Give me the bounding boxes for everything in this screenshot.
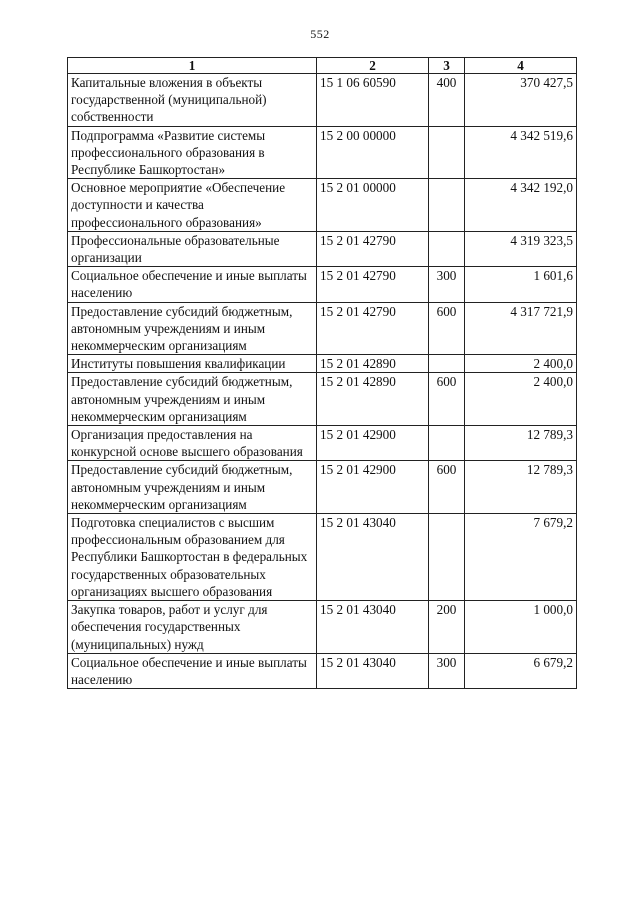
table-row [68, 74, 577, 127]
header-cell-4: 4 [465, 58, 577, 74]
row-code-cell: 15 2 01 42890 [317, 373, 429, 426]
row-amount-cell: 2 400,0 [465, 355, 577, 373]
row-name-cell: Социальное обеспечение и иные выплаты населению [68, 267, 317, 302]
table-body [68, 74, 577, 689]
row-amount-cell: 12 789,3 [465, 461, 577, 514]
row-code-cell: 15 2 01 42790 [317, 231, 429, 266]
table-row [68, 514, 577, 601]
table-row [68, 302, 577, 355]
row-name-cell: Подготовка специалистов с высшим профессиональным образованием для Республики Башкортостан в федеральных государственных образовательных организациях высшего образования [68, 514, 317, 601]
page-number: 552 [310, 27, 330, 41]
row-amount-cell: 12 789,3 [465, 426, 577, 461]
row-expense-type-cell [429, 179, 465, 232]
row-name-cell: Организация предоставления на конкурсной основе высшего образования [68, 426, 317, 461]
row-amount-cell: 4 342 192,0 [465, 179, 577, 232]
row-code-cell: 15 2 01 00000 [317, 179, 429, 232]
header-cell-1: 1 [68, 58, 317, 74]
row-expense-type-cell: 200 [429, 601, 465, 654]
row-code-cell: 15 2 01 42900 [317, 426, 429, 461]
row-code-cell: 15 2 01 43040 [317, 601, 429, 654]
row-expense-type-cell [429, 355, 465, 373]
row-amount-cell: 1 601,6 [465, 267, 577, 302]
row-amount-cell: 6 679,2 [465, 653, 577, 688]
row-amount-cell: 4 342 519,6 [465, 126, 577, 179]
row-amount-cell: 4 317 721,9 [465, 302, 577, 355]
row-name-cell: Предоставление субсидий бюджетным, автономным учреждениям и иным некоммерческим организациям [68, 302, 317, 355]
row-expense-type-cell [429, 426, 465, 461]
table-row [68, 601, 577, 654]
row-name-cell: Предоставление субсидий бюджетным, автономным учреждениям и иным некоммерческим организациям [68, 461, 317, 514]
row-code-cell: 15 2 01 42890 [317, 355, 429, 373]
row-name-cell: Основное мероприятие «Обеспечение доступности и качества профессионального образования» [68, 179, 317, 232]
row-code-cell: 15 2 01 42790 [317, 267, 429, 302]
row-code-cell: 15 1 06 60590 [317, 74, 429, 127]
row-expense-type-cell [429, 231, 465, 266]
row-expense-type-cell [429, 126, 465, 179]
row-code-cell: 15 2 01 42900 [317, 461, 429, 514]
budget-table [67, 57, 577, 689]
row-code-cell: 15 2 01 43040 [317, 653, 429, 688]
row-code-cell: 15 2 00 00000 [317, 126, 429, 179]
row-name-cell: Институты повышения квалификации [68, 355, 317, 373]
row-amount-cell: 370 427,5 [465, 74, 577, 127]
row-code-cell: 15 2 01 42790 [317, 302, 429, 355]
row-name-cell: Профессиональные образовательные организации [68, 231, 317, 266]
table-row [68, 231, 577, 266]
row-expense-type-cell: 600 [429, 461, 465, 514]
table-row [68, 426, 577, 461]
row-name-cell: Подпрограмма «Развитие системы профессионального образования в Республике Башкортостан» [68, 126, 317, 179]
row-name-cell: Капитальные вложения в объекты государственной (муниципальной) собственности [68, 74, 317, 127]
row-expense-type-cell: 400 [429, 74, 465, 127]
row-amount-cell: 4 319 323,5 [465, 231, 577, 266]
row-expense-type-cell: 600 [429, 373, 465, 426]
table-row [68, 653, 577, 688]
row-amount-cell: 2 400,0 [465, 373, 577, 426]
table-row [68, 355, 577, 373]
row-name-cell: Закупка товаров, работ и услуг для обеспечения государственных (муниципальных) нужд [68, 601, 317, 654]
row-expense-type-cell: 600 [429, 302, 465, 355]
row-expense-type-cell: 300 [429, 653, 465, 688]
table-row [68, 179, 577, 232]
row-name-cell: Предоставление субсидий бюджетным, автономным учреждениям и иным некоммерческим организациям [68, 373, 317, 426]
table-row [68, 461, 577, 514]
row-name-cell: Социальное обеспечение и иные выплаты населению [68, 653, 317, 688]
header-cell-2: 2 [317, 58, 429, 74]
table-row [68, 373, 577, 426]
row-expense-type-cell: 300 [429, 267, 465, 302]
table-row [68, 267, 577, 302]
row-expense-type-cell [429, 514, 465, 601]
table-row [68, 126, 577, 179]
row-code-cell: 15 2 01 43040 [317, 514, 429, 601]
row-amount-cell: 7 679,2 [465, 514, 577, 601]
row-amount-cell: 1 000,0 [465, 601, 577, 654]
header-cell-3: 3 [429, 58, 465, 74]
header-row [68, 58, 577, 74]
